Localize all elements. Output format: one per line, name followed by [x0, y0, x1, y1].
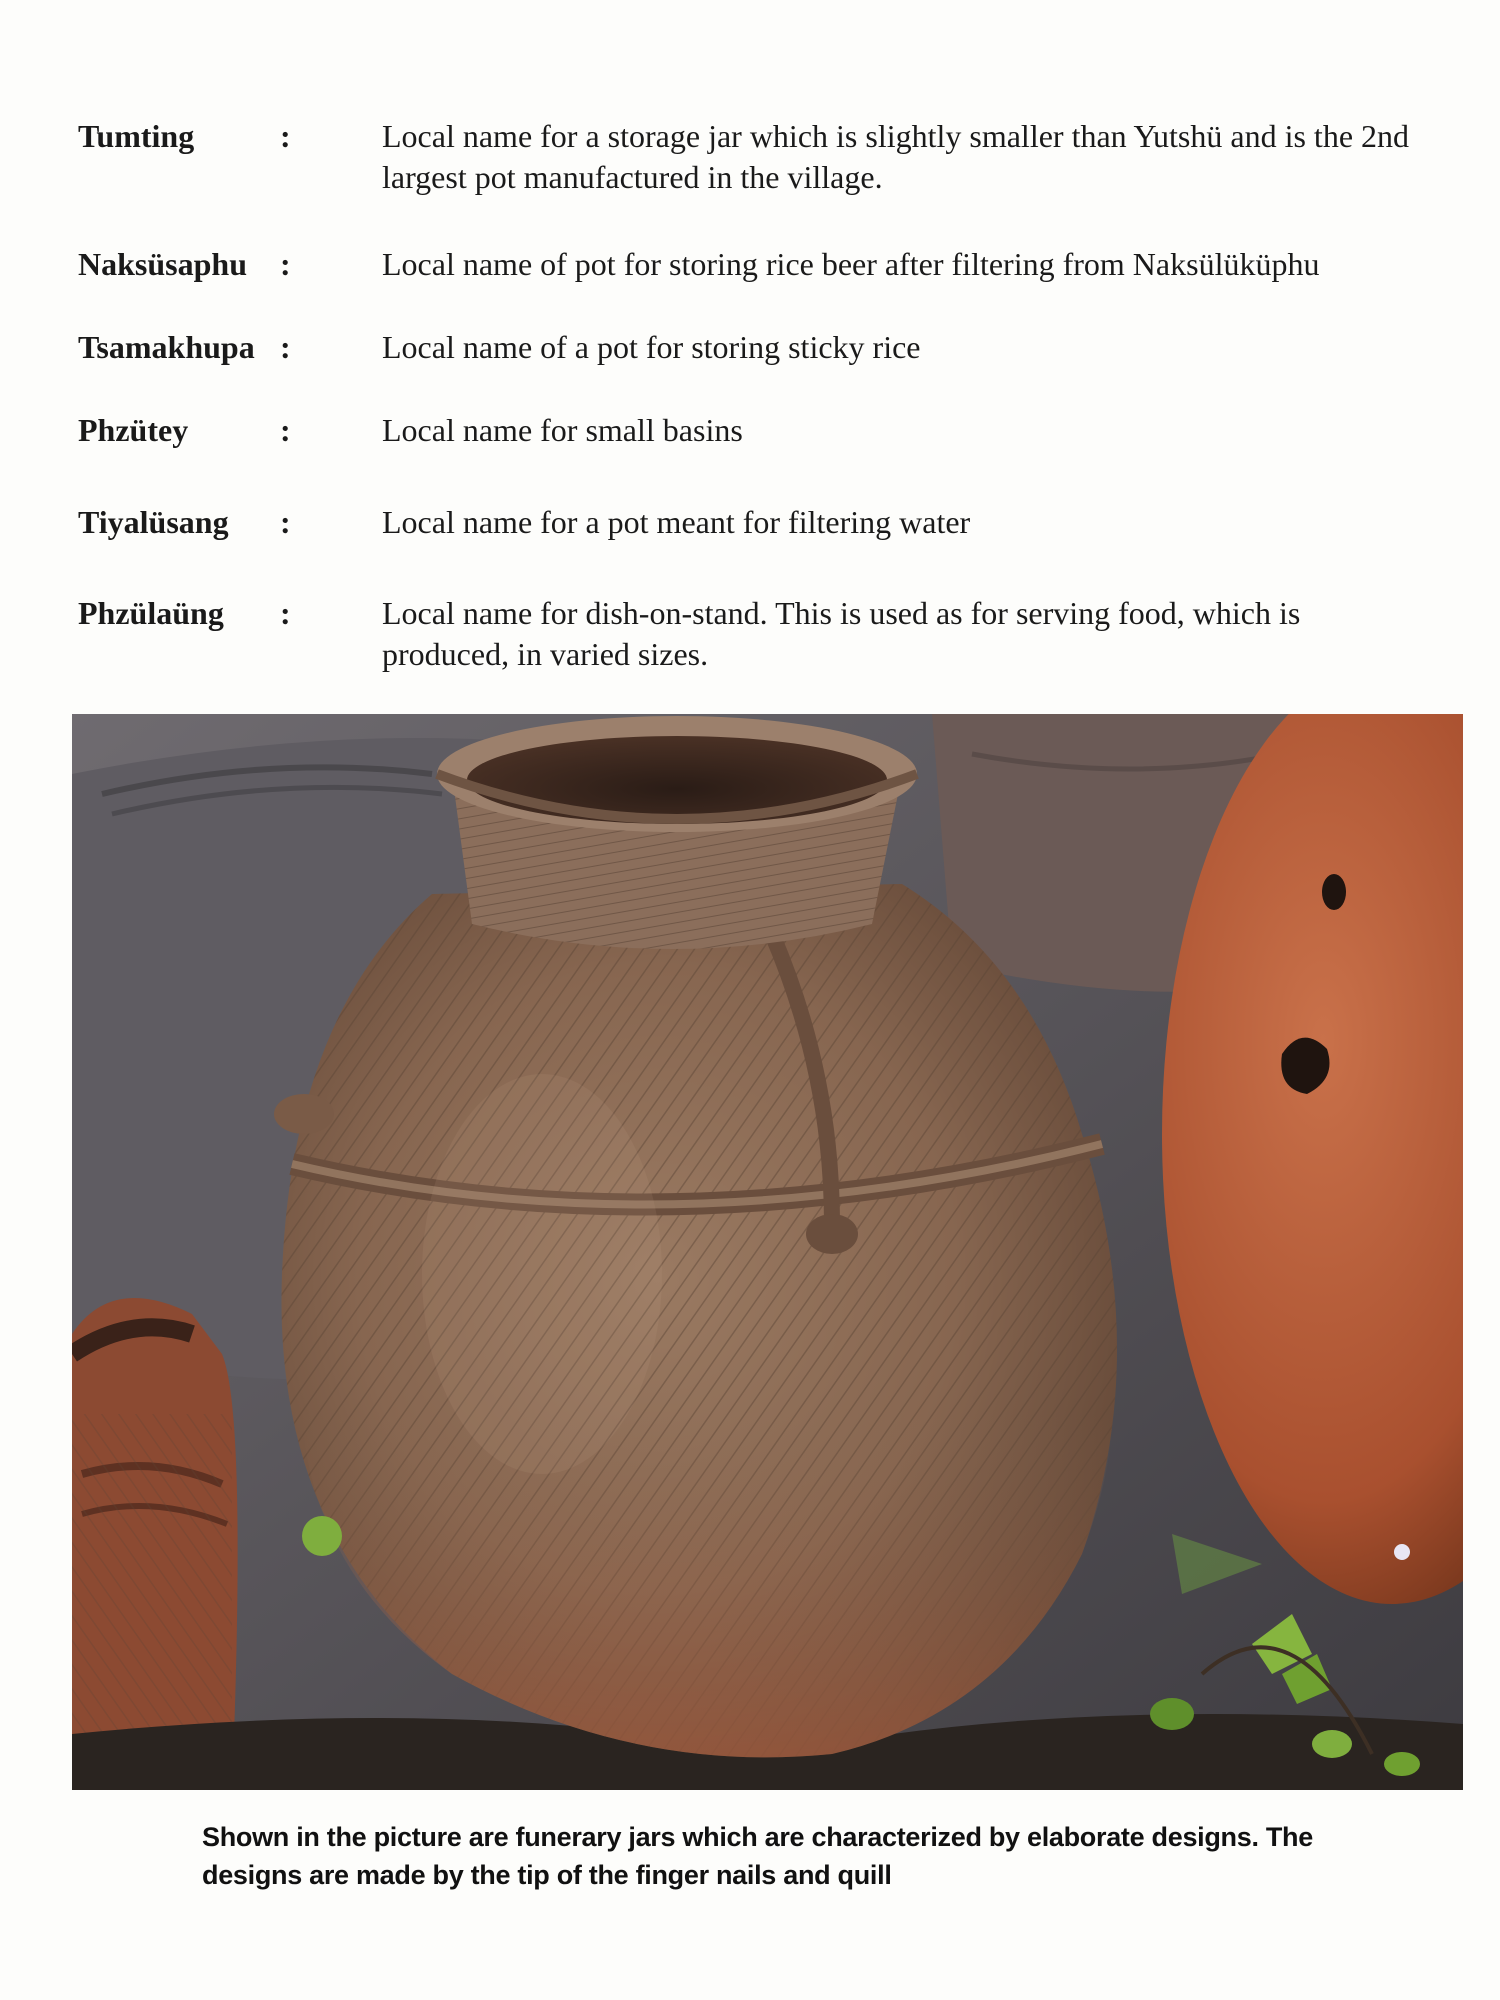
glossary-separator: :	[280, 412, 291, 448]
glossary-term: Naksüsaphu	[78, 246, 247, 282]
glossary-definition: Local name of pot for storing rice beer after filtering from Naksülüküphu	[382, 246, 1320, 282]
glossary-definition: Local name for a storage jar which is slightly smaller than Yutshü and is the 2nd largest pot manufactured in the village.	[382, 118, 1410, 195]
glossary-term: Phzütey	[78, 412, 189, 448]
glossary-separator: :	[280, 595, 291, 631]
glossary-term: Tsamakhupa	[78, 329, 255, 365]
funerary-jars-photo	[72, 714, 1463, 1790]
glossary-separator: :	[280, 504, 291, 540]
glossary-definition: Local name for small basins	[382, 412, 743, 448]
glossary-term: Tumting	[78, 118, 195, 154]
glossary-definition: Local name for a pot meant for filtering water	[382, 504, 971, 540]
glossary-separator: :	[280, 118, 291, 154]
glossary-term: Tiyalüsang	[78, 504, 229, 540]
glossary-definition: Local name of a pot for storing sticky rice	[382, 329, 921, 365]
photo-caption: Shown in the picture are funerary jars which are characterized by elaborate designs. The designs are made by the tip of the finger nails and quill	[202, 1822, 1313, 1890]
glossary-separator: :	[280, 329, 291, 365]
glossary-separator: :	[280, 246, 291, 282]
glossary-definition: Local name for dish-on-stand. This is used as for serving food, which is produced, in varied sizes.	[382, 595, 1301, 672]
glossary-term: Phzülaüng	[78, 595, 224, 631]
